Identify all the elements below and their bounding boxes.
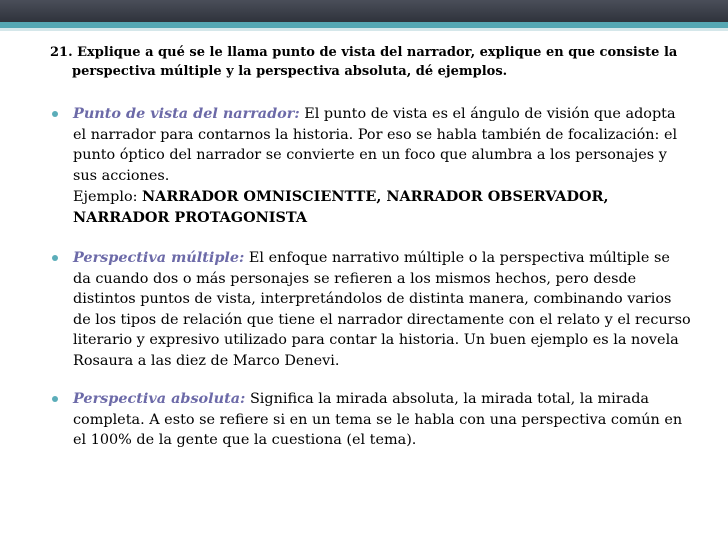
bullet-item-perspectiva-multiple — [52, 248, 692, 371]
question-heading: 21. Explique a qué se le llama punto de vista del narrador, explique en que consiste la perspectiva múltiple y la perspectiva absoluta, dé ejemplos. — [50, 45, 678, 79]
term-description: El enfoque narrativo múltiple o la perspectiva múltiple se da cuando dos o más personajes se refieren a los mismos hechos, pero desde distintos puntos de vista, interpretándolos de distinta manera, combinando varios de los tipos de relación que tiene el narrador directamente con el relato y el recurso literario y expresivo utilizado para contar la historia. Un buen ejemplo es la novela Rosaura a las diez de Marco Denevi. — [73, 250, 691, 369]
example-label: Ejemplo: — [73, 189, 143, 205]
bullet-text — [73, 389, 692, 451]
bullet-text — [73, 248, 692, 371]
slide-accent-line — [0, 22, 728, 28]
term-label: Perspectiva absoluta: — [73, 390, 246, 407]
slide-top-bar — [0, 0, 728, 22]
bullet-icon — [52, 396, 58, 402]
term-description: El punto de vista es el ángulo de visión que adopta el narrador para contarnos la historia. Por eso se habla también de focalización: el punto óptico del narrador se convierte en un foco que alumbra a los personajes y sus acciones. — [73, 106, 678, 184]
bullet-item-punto-de-vista — [52, 104, 692, 186]
bullet-icon — [52, 111, 58, 117]
term-description: Significa la mirada absoluta, la mirada total, la mirada completa. A esto se refiere si en un tema se le habla con una perspectiva común en el 100% de la gente que la cuestiona (el tema). — [73, 391, 683, 448]
bullet-text — [73, 104, 692, 186]
term-label: Punto de vista del narrador: — [73, 105, 300, 122]
bullet-icon — [52, 255, 58, 261]
example-value: NARRADOR OMNISCIENTTE, NARRADOR OBSERVADOR, NARRADOR PROTAGONISTA — [73, 188, 609, 226]
example-line — [73, 187, 673, 228]
term-label: Perspectiva múltiple: — [73, 249, 245, 266]
bullet-item-perspectiva-absoluta — [52, 389, 692, 451]
